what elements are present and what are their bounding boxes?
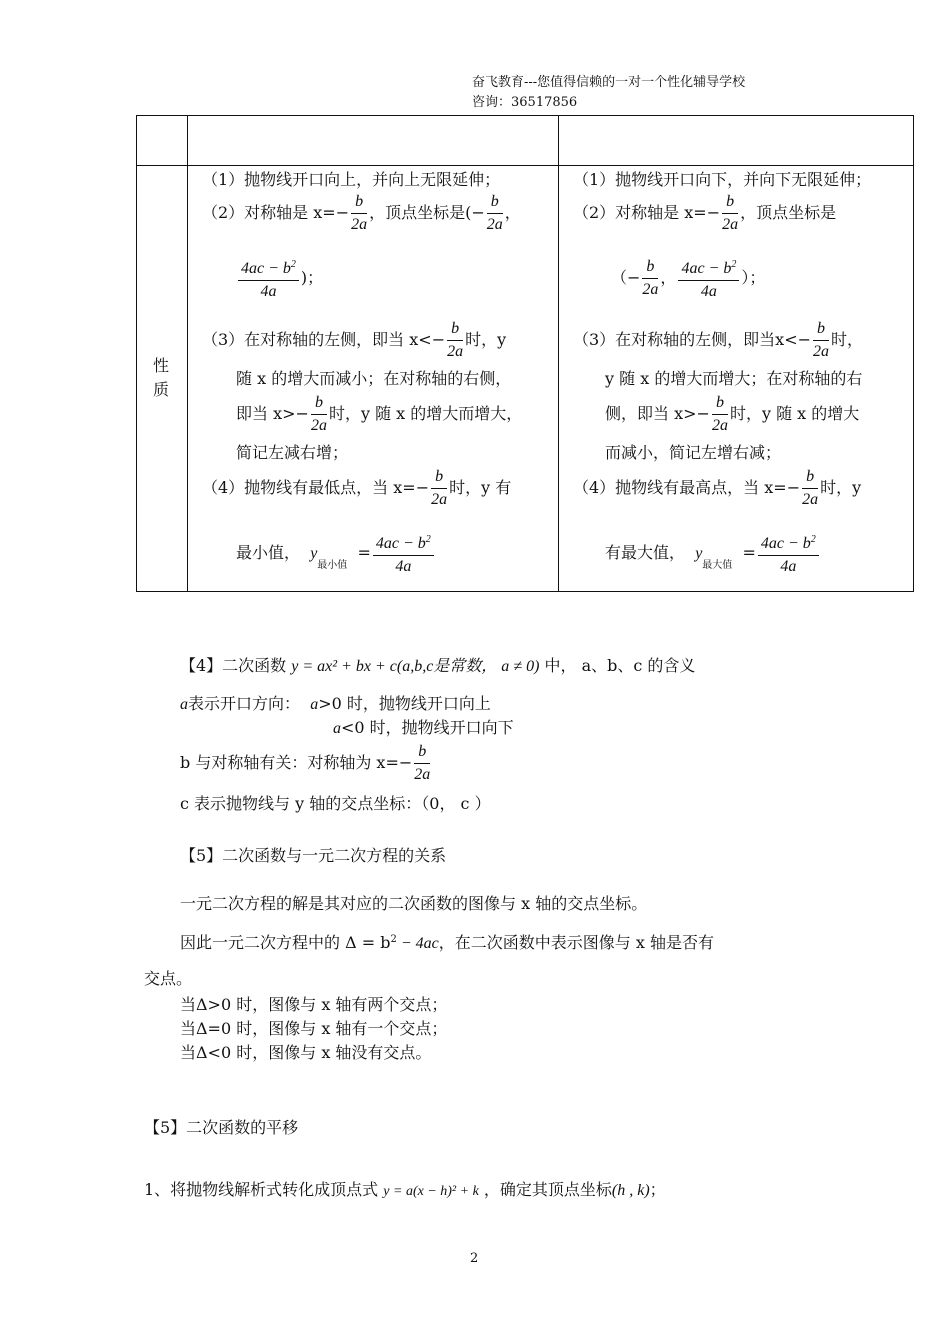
sec4-c-line: c 表示抛物线与 y 轴的交点坐标：（0， c ） [180,794,491,813]
left-prop-2: （2）对称轴是 x=− $\frac{b}{2a}$ ，顶点坐标是(− $\frac{b}{2a}$ ， [202,191,521,236]
sec5a-title: 【5】二次函数与一元二次方程的关系 [180,846,447,865]
right-prop-2: （2）对称轴是 x=− $\frac{b}{2a}$ ，顶点坐标是 [573,191,836,236]
right-prop-4-max: 有最大值， $y_{最大值}$ = $\frac{4ac - b^2}{4a}$ [605,529,821,578]
table-header-corner [137,116,188,166]
right-properties-cell [559,166,914,592]
left-properties-cell [188,166,559,592]
fraction-b-2a: $\frac{b}{2a}$ [711,394,728,434]
table-header-upward [188,116,559,166]
header-phone-line: 咨询：36517856 [472,95,578,110]
table-header-downward [559,116,914,166]
sec4-title: 【4】二次函数 y = ax² + bx + c(a,b,c是常数， a ≠ 0) 中， a、b、c 的含义 [180,656,696,675]
fraction-b-2a: $\frac{b}{2a}$ [414,743,431,783]
right-prop-1: （1）抛物线开口向下，并向下无限延伸； [573,170,872,189]
fraction-b-2a: $\frac{b}{2a}$ [642,258,659,298]
fraction-b-2a: $\frac{b}{2a}$ [310,394,327,434]
left-prop-3-line4: 简记左减右增； [236,443,349,462]
sec5b-title: 【5】二次函数的平移 [144,1118,299,1137]
right-prop-3-line4: 而减小，简记左增右减； [605,443,782,462]
right-prop-3-line3: 侧，即当 x>− $\frac{b}{2a}$ 时，y 随 x 的增大 [605,392,859,437]
fraction-b-2a: $\frac{b}{2a}$ [486,193,503,233]
right-prop-2-vertex: （− $\frac{b}{2a}$ ， $\frac{4ac - b^2}{4a}$ ）； [611,254,765,303]
row-label-cell [137,166,188,592]
fraction-b-2a: $\frac{b}{2a}$ [802,468,819,508]
right-prop-3: （3）在对称轴的左侧，即当x<− $\frac{b}{2a}$ 时， [573,318,863,363]
right-prop-4: （4）抛物线有最高点，当 x=− $\frac{b}{2a}$ 时，y [573,466,861,511]
sec5a-case3: 当Δ<0 时，图像与 x 轴没有交点。 [180,1043,432,1062]
fraction-4ac-b2-4a: $\frac{4ac - b^2}{4a}$ [373,529,434,578]
sec4-a-line2: a<0 时，抛物线开口向下 [333,718,514,737]
fraction-4ac-b2-4a: $\frac{4ac - b^2}{4a}$ [758,529,819,578]
page-number: 2 [470,1251,479,1266]
fraction-4ac-b2-4a: $\frac{4ac - b^2}{4a}$ [678,254,739,303]
fraction-b-2a: $\frac{b}{2a}$ [431,468,448,508]
fraction-b-2a: $\frac{b}{2a}$ [447,320,464,360]
sec5a-p2: 因此一元二次方程中的 $\Delta = b^2 - 4ac$，在二次函数中表示图像与 x 轴是否有 [180,933,714,952]
left-prop-1: （1）抛物线开口向上，并向上无限延伸； [202,170,501,189]
right-prop-3-line2: y 随 x 的增大而增大；在对称轴的右 [605,369,863,388]
sec4-b-line: b 与对称轴有关：对称轴为 x=− $\frac{b}{2a}$ [180,741,432,786]
left-prop-3: （3）在对称轴的左侧，即当 x<− $\frac{b}{2a}$ 时，y [202,318,506,363]
properties-table [136,115,914,592]
header-school-line: 奋飞教育---您值得信赖的一对一个性化辅导学校 [472,75,746,90]
fraction-b-2a: $\frac{b}{2a}$ [722,193,739,233]
left-prop-4: （4）抛物线有最低点，当 x=− $\frac{b}{2a}$ 时，y 有 [202,466,511,511]
left-prop-2-vertex-y: $\frac{4ac - b^2}{4a}$ )； [236,254,323,303]
left-prop-3-line3: 即当 x>− $\frac{b}{2a}$ 时，y 随 x 的增大而增大， [236,392,522,437]
sec5a-case1: 当Δ>0 时，图像与 x 轴有两个交点； [180,995,448,1014]
sec5b-line1: 1、将抛物线解析式转化成顶点式 y = a(x − h)² + k ，确定其顶点坐标(h , k)； [144,1180,666,1199]
sec5a-p2-line2: 交点。 [144,969,193,988]
row-label-properties: 性 质 [153,356,170,399]
left-prop-4-min: 最小值， $y_{最小值}$ = $\frac{4ac - b^2}{4a}$ [236,529,436,578]
sec4-a-line1: a表示开口方向： a>0 时，抛物线开口向上 [180,694,491,713]
sec5a-case2: 当Δ=0 时，图像与 x 轴有一个交点； [180,1019,448,1038]
sec5a-p1: 一元二次方程的解是其对应的二次函数的图像与 x 轴的交点坐标。 [180,894,648,913]
fraction-4ac-b2-4a: $\frac{4ac - b^2}{4a}$ [238,254,299,303]
left-prop-3-line2: 随 x 的增大而减小；在对称轴的右侧， [236,369,512,388]
fraction-b-2a: $\frac{b}{2a}$ [351,193,368,233]
fraction-b-2a: $\frac{b}{2a}$ [813,320,830,360]
